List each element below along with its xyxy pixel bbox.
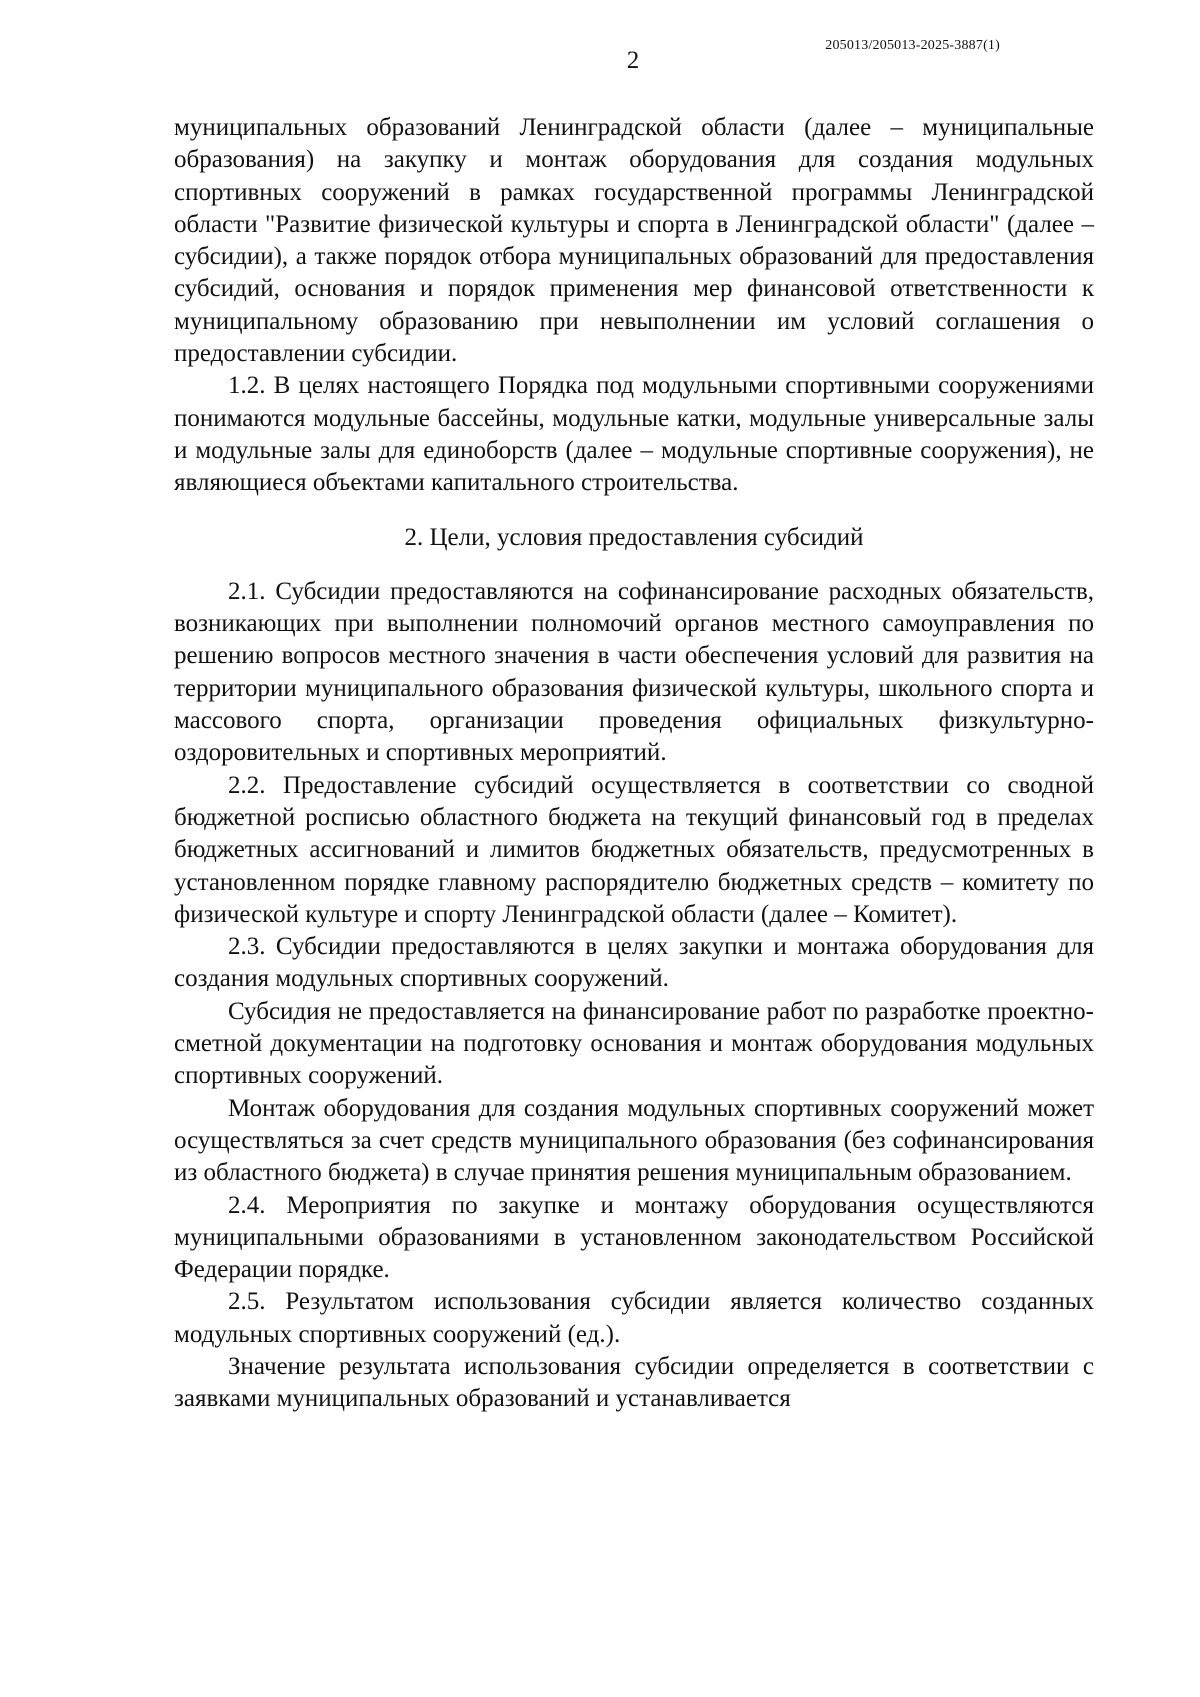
page-number: 2 xyxy=(626,47,640,74)
paragraph-2-5: 2.5. Результатом использования субсидии является количество созданных модульных спортивных сооружений (ед.). xyxy=(174,1288,1094,1348)
paragraph-2-5-result-value: Значение результата использования субсидии определяется в соответствии с заявками муниципальных образований и устанавливается xyxy=(174,1352,1094,1413)
paragraph-2-2: 2.2. Предоставление субсидий осуществляется в соответствии со сводной бюджетной росписью областного бюджета на текущий финансовый год в пределах бюджетных ассигнований и лимитов бюджетных обязательств, предусмотренных в установленном порядке главному распорядителю бюджетных средств – комитету по физической культуре и спорту Ленинградской области (далее – Комитет). xyxy=(174,771,1094,928)
paragraph-2-1: 2.1. Субсидии предоставляются на софинансирование расходных обязательств, возникающих при выполнении полномочий органов местного самоуправления по решению вопросов местного значения в части обеспечения условий для развития на территории муниципального образования физической культуры, школьного спорта и массового спорта, организации проведения официальных физкультурно-оздоровительных и спортивных мероприятий. xyxy=(174,577,1094,767)
document-id: 205013/205013-2025-3887(1) xyxy=(825,38,1000,53)
paragraph-1-1-continuation: муниципальных образований Ленинградской области (далее – муниципальные образования) на закупку и монтаж оборудования для создания модульных спортивных сооружений в рамках государственной программы Ленинградской области "Развитие физической культуры и спорта в Ленинградской области" (далее – субсидии), а также порядок отбора муниципальных образований для предоставления субсидий, основания и порядок применения мер финансовой ответственности к муниципальному образованию при невыполнении им условий соглашения о предоставлении субсидии. xyxy=(174,114,1094,368)
paragraph-2-3: 2.3. Субсидии предоставляются в целях закупки и монтажа оборудования для создания модульных спортивных сооружений. xyxy=(174,933,1094,993)
section-2-heading: 2. Цели, условия предоставления субсидий xyxy=(404,523,864,551)
paragraph-2-4: 2.4. Мероприятия по закупке и монтажу оборудования осуществляются муниципальными образованиями в установленном законодательством Российской Федерации порядке. xyxy=(174,1191,1094,1284)
paragraph-1-2: 1.2. В целях настоящего Порядка под модульными спортивными сооружениями понимаются модульные бассейны, модульные катки, модульные универсальные залы и модульные залы для единоборств (далее – модульные спортивные сооружения), не являющиеся объектами капитального строительства. xyxy=(174,372,1094,497)
paragraph-2-3-subsidy-exclusion: Субсидия не предоставляется на финансирование работ по разработке проектно-сметной документации на подготовку основания и монтаж оборудования модульных спортивных сооружений. xyxy=(174,997,1094,1090)
document-body xyxy=(174,112,1094,1416)
paragraph-2-3-installation: Монтаж оборудования для создания модульных спортивных сооружений может осуществляться за счет средств муниципального образования (без софинансирования из областного бюджета) в случае принятия решения муниципальным образованием. xyxy=(174,1094,1094,1187)
